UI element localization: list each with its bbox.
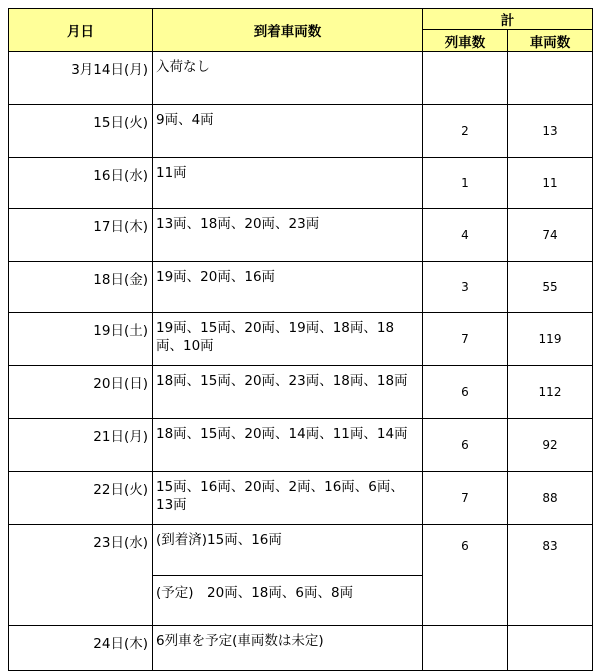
table-row [9,52,593,105]
table-row [9,525,593,576]
trains-cell: 6 [423,366,508,419]
header-date: 月日 [9,9,153,52]
date-cell: 24日(木) [9,626,153,671]
arrivals-cell: 18両、15両、20両、23両、18両、18両 [153,366,423,419]
header-arrivals: 到着車両数 [153,9,423,52]
trains-cell: 3 [423,262,508,313]
arrivals-arrived-cell: (到着済)15両、16両 [153,525,423,576]
date-cell: 19日(土) [9,313,153,366]
date-cell: 21日(月) [9,419,153,472]
cars-cell: 83 [508,525,593,626]
table-row [9,158,593,209]
header-total: 計 [423,9,593,30]
arrivals-cell: 9両、4両 [153,105,423,158]
date-cell: 15日(火) [9,105,153,158]
cars-cell: 13 [508,105,593,158]
table-row [9,419,593,472]
arrivals-cell: 19両、20両、16両 [153,262,423,313]
arrivals-cell: 入荷なし [153,52,423,105]
header-row [9,9,593,30]
date-cell: 22日(火) [9,472,153,525]
cars-cell [508,52,593,105]
arrivals-planned-cell: (予定) 20両、18両、6両、8両 [153,576,423,626]
arrivals-cell: 19両、15両、20両、19両、18両、18両、10両 [153,313,423,366]
header-trains: 列車数 [423,30,508,52]
arrivals-cell: 11両 [153,158,423,209]
cars-cell: 74 [508,209,593,262]
arrivals-cell: 6列車を予定(車両数は未定) [153,626,423,671]
trains-cell: 4 [423,209,508,262]
arrival-schedule-table [8,8,593,671]
cars-cell: 11 [508,158,593,209]
table-row [9,209,593,262]
arrivals-cell: 18両、15両、20両、14両、11両、14両 [153,419,423,472]
table-row [9,472,593,525]
date-cell: 18日(金) [9,262,153,313]
cars-cell: 112 [508,366,593,419]
header-cars: 車両数 [508,30,593,52]
trains-cell [423,626,508,671]
date-cell: 16日(水) [9,158,153,209]
trains-cell: 6 [423,525,508,626]
table-row [9,313,593,366]
arrivals-cell: 15両、16両、20両、2両、16両、6両、13両 [153,472,423,525]
arrivals-cell: 13両、18両、20両、23両 [153,209,423,262]
trains-cell: 2 [423,105,508,158]
date-cell: 17日(木) [9,209,153,262]
trains-cell: 7 [423,472,508,525]
date-cell: 23日(水) [9,525,153,626]
table-row [9,262,593,313]
trains-cell [423,52,508,105]
table-row [9,105,593,158]
cars-cell: 88 [508,472,593,525]
table-row [9,366,593,419]
date-cell: 3月14日(月) [9,52,153,105]
table-row [9,626,593,671]
cars-cell: 92 [508,419,593,472]
trains-cell: 6 [423,419,508,472]
cars-cell: 119 [508,313,593,366]
date-cell: 20日(日) [9,366,153,419]
cars-cell: 55 [508,262,593,313]
trains-cell: 7 [423,313,508,366]
cars-cell [508,626,593,671]
trains-cell: 1 [423,158,508,209]
